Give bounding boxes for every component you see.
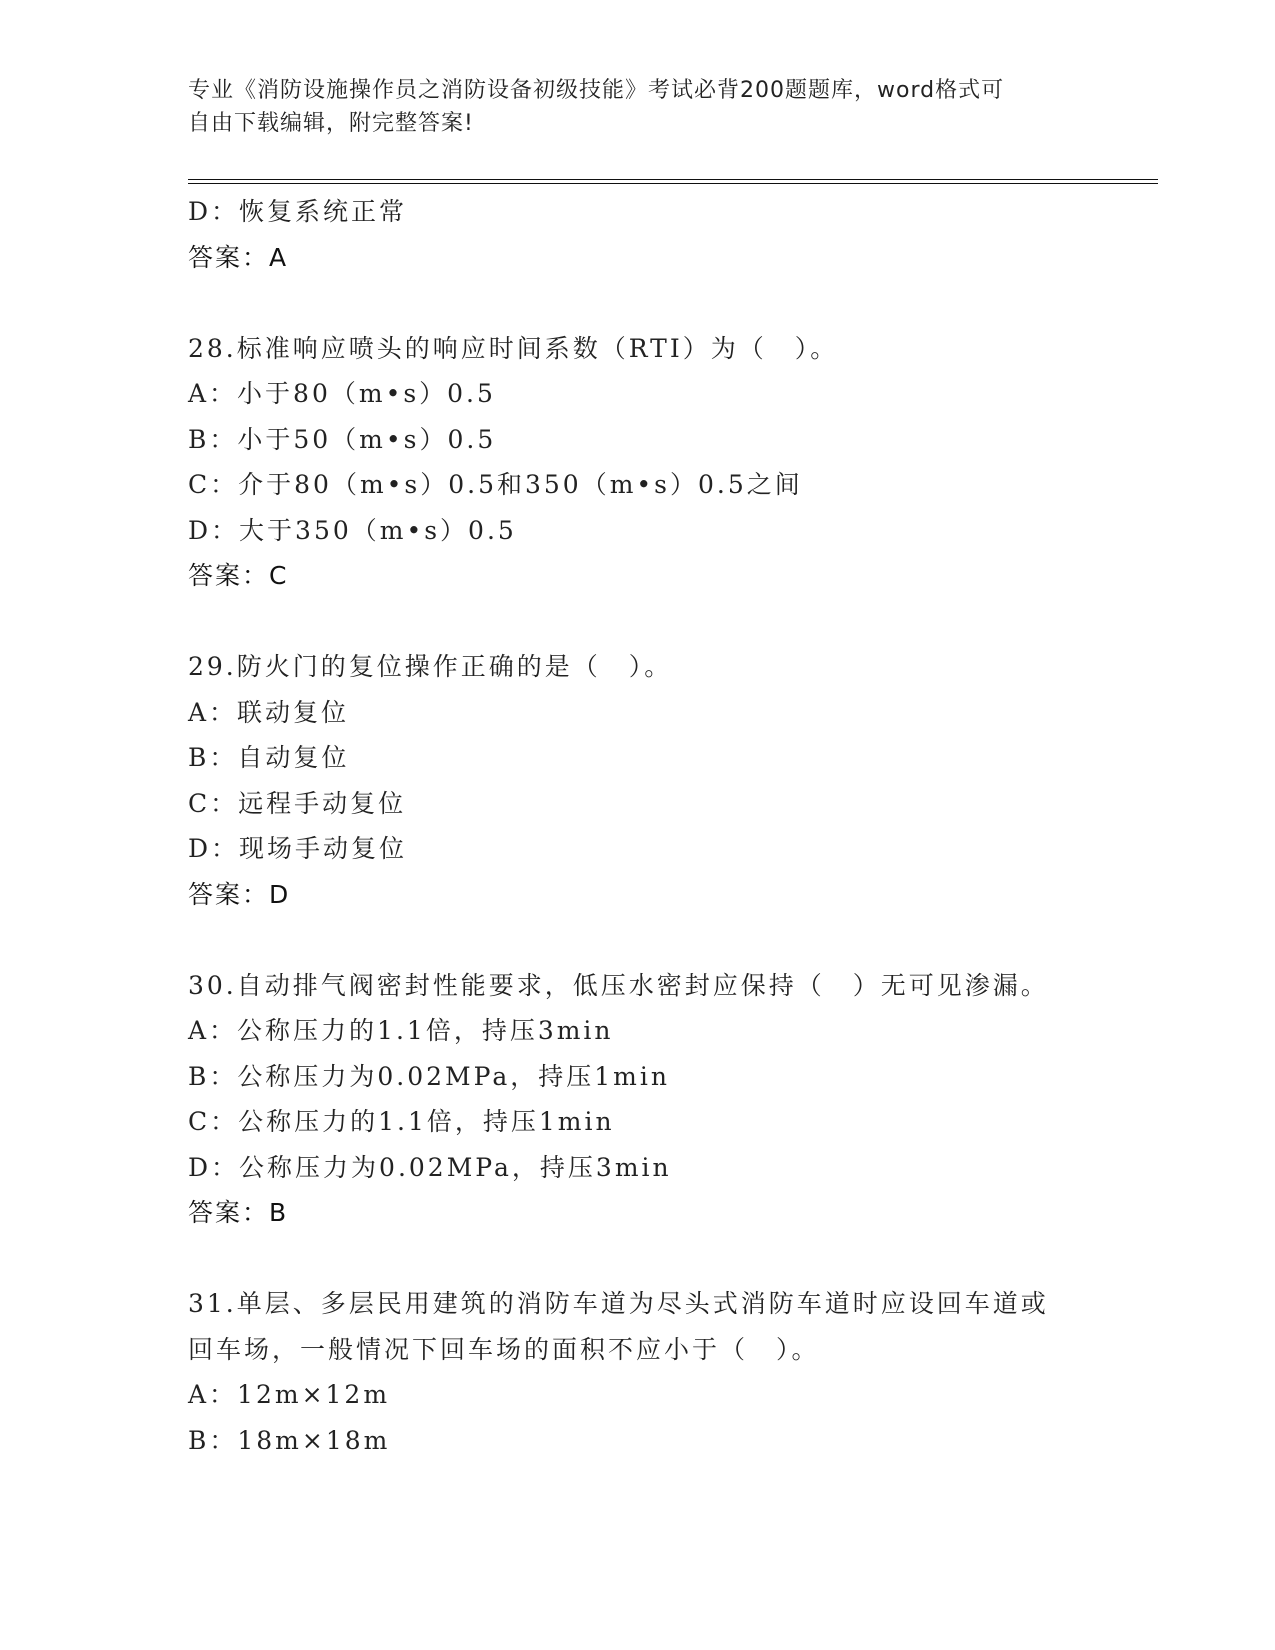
question-stem-line-2: 回车场，一般情况下回车场的面积不应小于（ ）。 xyxy=(188,1334,820,1364)
option-d: D：恢复系统正常 xyxy=(188,197,408,226)
option-c: C：远程手动复位 xyxy=(188,788,407,818)
option-b: B：18m×18m xyxy=(188,1425,391,1455)
question-28 xyxy=(188,326,1088,599)
previous-question-tail xyxy=(188,189,1088,280)
document-header xyxy=(188,74,1068,140)
option-d: D：公称压力为0.02MPa，持压3min xyxy=(188,1152,672,1182)
answer-line: 答案：A xyxy=(188,242,289,272)
option-b: B：自动复位 xyxy=(188,743,350,772)
answer-line: 答案：C xyxy=(188,561,289,590)
option-b: B：小于50（m•s）0.5 xyxy=(188,424,497,454)
question-stem: 30.自动排气阀密封性能要求，低压水密封应保持（ ）无可见渗漏。 xyxy=(188,970,1049,1000)
option-b: B：公称压力为0.02MPa，持压1min xyxy=(188,1061,670,1091)
option-d: D：现场手动复位 xyxy=(188,834,408,863)
spacer xyxy=(188,1236,1088,1282)
option-a: A：公称压力的1.1倍，持压3min xyxy=(188,1016,614,1045)
spacer xyxy=(188,280,1088,326)
question-stem: 28.标准响应喷头的响应时间系数（RTI）为（ ）。 xyxy=(188,333,839,363)
answer-line: 答案：D xyxy=(188,879,291,909)
option-c: C：介于80（m•s）0.5和350（m•s）0.5之间 xyxy=(188,470,803,499)
question-stem-line-1: 31.单层、多层民用建筑的消防车道为尽头式消防车道时应设回车道或 xyxy=(188,1289,1049,1318)
answer-line: 答案：B xyxy=(188,1198,289,1227)
question-30 xyxy=(188,963,1088,1236)
header-line-1: 专业《消防设施操作员之消防设备初级技能》考试必背200题题库，word格式可 xyxy=(188,78,1005,103)
question-29 xyxy=(188,644,1088,917)
spacer xyxy=(188,917,1088,963)
spacer xyxy=(188,599,1088,645)
question-list xyxy=(188,189,1088,1463)
option-a: A：12m×12m xyxy=(188,1380,391,1409)
question-31 xyxy=(188,1281,1088,1463)
question-stem: 29.防火门的复位操作正确的是（ ）。 xyxy=(188,652,673,681)
option-d: D：大于350（m•s）0.5 xyxy=(188,515,517,545)
option-a: A：联动复位 xyxy=(188,697,350,727)
option-a: A：小于80（m•s）0.5 xyxy=(188,379,496,408)
header-divider-top xyxy=(188,179,1158,180)
header-divider-bottom xyxy=(188,183,1158,184)
header-line-2: 自由下载编辑，附完整答案! xyxy=(188,111,474,136)
option-c: C：公称压力的1.1倍，持压1min xyxy=(188,1107,615,1136)
